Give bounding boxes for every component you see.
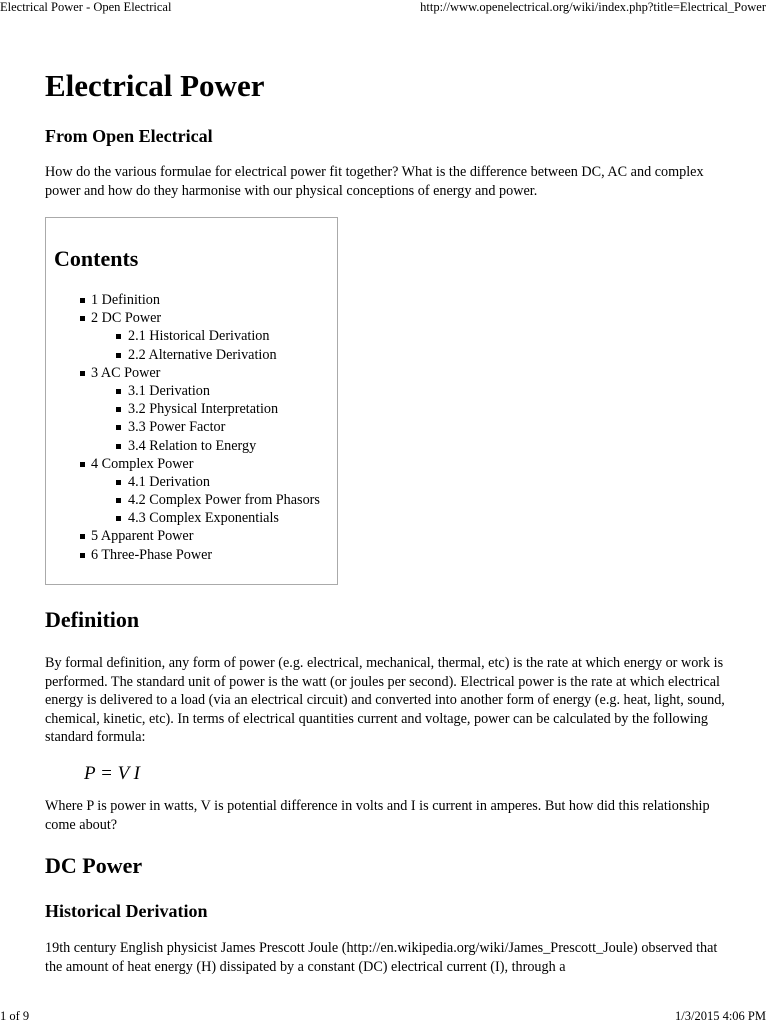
toc-item xyxy=(46,327,320,345)
square-bullet-icon xyxy=(116,480,121,485)
toc-item xyxy=(46,473,320,491)
toc-item xyxy=(46,509,320,527)
square-bullet-icon xyxy=(116,498,121,503)
toc-list xyxy=(46,291,320,564)
toc-link[interactable]: 4.2 Complex Power from Phasors xyxy=(128,492,320,509)
formula-explanation-paragraph: Where P is power in watts, V is potential difference in volts and I is current in amperes. But how did this relationship come about? xyxy=(45,798,710,833)
toc-item xyxy=(46,291,320,309)
square-bullet-icon xyxy=(80,371,85,376)
subsection-heading-historical-derivation: Historical Derivation xyxy=(45,901,208,921)
toc-title: Contents xyxy=(54,246,139,271)
toc-link[interactable]: 4 Complex Power xyxy=(91,455,194,472)
square-bullet-icon xyxy=(80,298,85,303)
square-bullet-icon xyxy=(116,425,121,430)
toc-link[interactable]: 3.4 Relation to Energy xyxy=(128,437,257,454)
square-bullet-icon xyxy=(80,462,85,467)
square-bullet-icon xyxy=(116,353,121,358)
square-bullet-icon xyxy=(80,553,85,558)
toc-item xyxy=(46,309,320,327)
toc-item xyxy=(46,382,320,400)
table-of-contents xyxy=(45,217,338,585)
square-bullet-icon xyxy=(116,444,121,449)
page-title: Electrical Power xyxy=(45,68,265,103)
toc-link[interactable]: 2.1 Historical Derivation xyxy=(128,328,270,345)
square-bullet-icon xyxy=(80,534,85,539)
intro-paragraph: How do the various formulae for electrical power fit together? What is the difference between DC, AC and complex power and how do they harmonise with our physical conceptions of energy and power. xyxy=(45,164,704,199)
definition-paragraph: By formal definition, any form of power (e.g. electrical, mechanical, thermal, etc) is the rate at which energy or work is performed. The standard unit of power is the watt (or joules per second). Electrical power is the rate at which electrical energy is delivered to a load (via an electrical circuit) and converted into another form of energy (e.g. heat, light, sound, chemical, kinetic, etc). In terms of electrical quantities current and voltage, power can be calculated by the following standard formula: xyxy=(45,655,725,746)
toc-item xyxy=(46,546,320,564)
toc-item xyxy=(46,418,320,436)
toc-item xyxy=(46,346,320,364)
toc-item xyxy=(46,527,320,545)
toc-link[interactable]: 2 DC Power xyxy=(91,310,162,327)
print-footer-page-count: 1 of 9 xyxy=(0,1009,30,1023)
square-bullet-icon xyxy=(116,389,121,394)
toc-link[interactable]: 4.3 Complex Exponentials xyxy=(128,510,279,527)
toc-link[interactable]: 1 Definition xyxy=(91,292,160,308)
square-bullet-icon xyxy=(116,334,121,339)
toc-link[interactable]: 4.1 Derivation xyxy=(128,473,210,490)
print-header-url: http://www.openelectrical.org/wiki/index.php?title=Electrical_Power xyxy=(420,0,766,14)
toc-link[interactable]: 6 Three-Phase Power xyxy=(91,546,213,563)
toc-link[interactable]: 3.1 Derivation xyxy=(128,382,210,399)
section-heading-definition: Definition xyxy=(45,607,140,632)
toc-link[interactable]: 2.2 Alternative Derivation xyxy=(128,346,277,363)
toc-item xyxy=(46,491,320,509)
toc-link[interactable]: 3.2 Physical Interpretation xyxy=(128,401,279,418)
page-subtitle: From Open Electrical xyxy=(45,126,213,146)
toc-item xyxy=(46,400,320,418)
toc-link[interactable]: 3.3 Power Factor xyxy=(128,419,226,436)
toc-item xyxy=(46,437,320,455)
historical-derivation-paragraph: 19th century English physicist James Prescott Joule (http://en.wikipedia.org/wiki/James_Prescott_Joule) observed that the amount of heat energy (H) dissipated by a constant (DC) electrical current (I), through a xyxy=(45,940,718,975)
print-footer-timestamp: 1/3/2015 4:06 PM xyxy=(675,1009,766,1023)
toc-link[interactable]: 3 AC Power xyxy=(91,364,161,381)
power-formula: P = V I xyxy=(84,763,140,784)
toc-item xyxy=(46,364,320,382)
square-bullet-icon xyxy=(116,516,121,521)
section-heading-dc-power: DC Power xyxy=(45,853,143,878)
print-header-title: Electrical Power - Open Electrical xyxy=(0,0,172,14)
toc-item xyxy=(46,455,320,473)
square-bullet-icon xyxy=(80,316,85,321)
toc-link[interactable]: 5 Apparent Power xyxy=(91,528,194,545)
square-bullet-icon xyxy=(116,407,121,412)
